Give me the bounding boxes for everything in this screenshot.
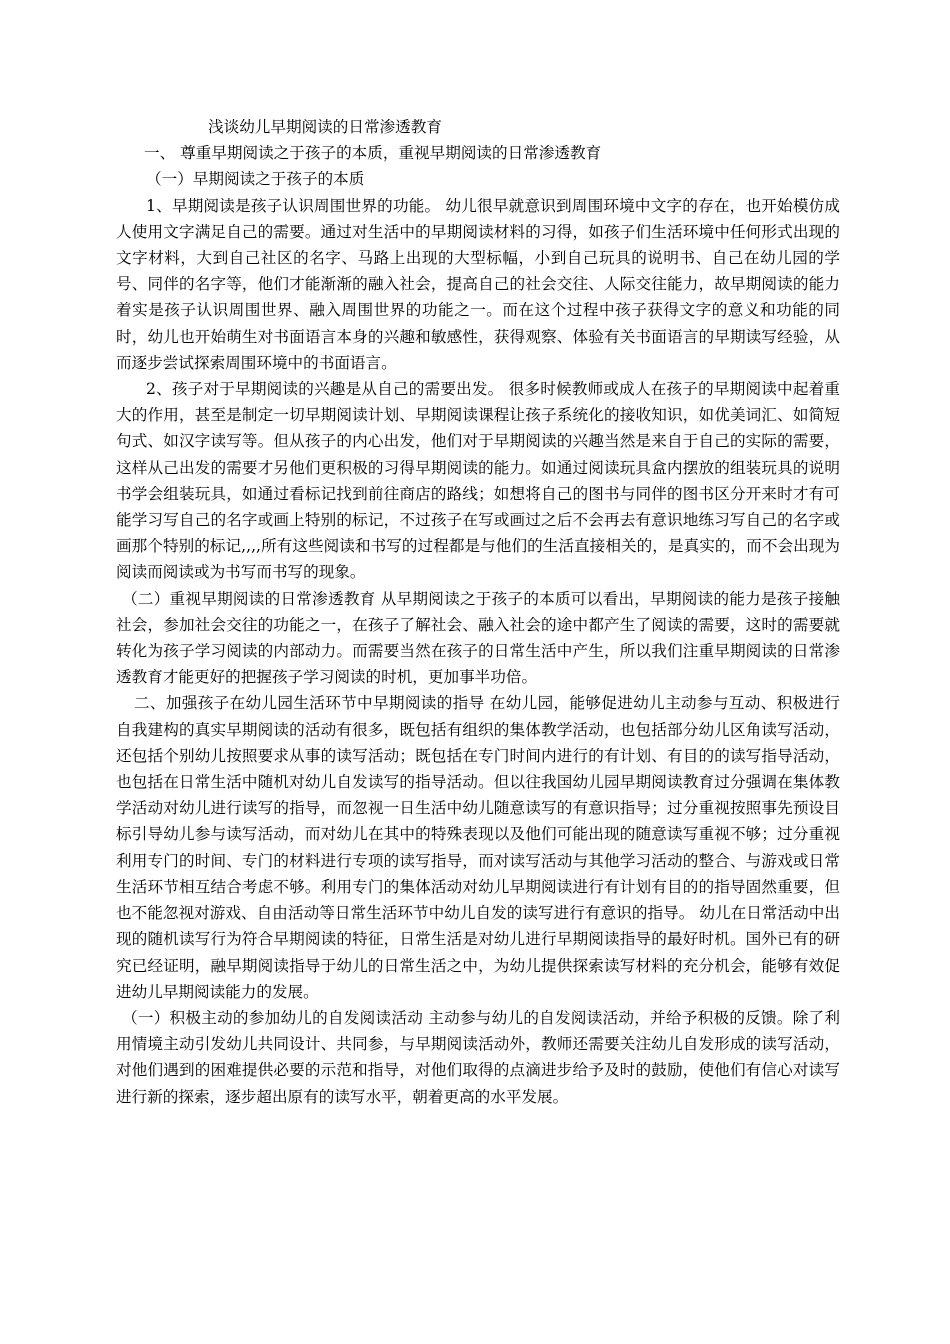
section-heading-2-paragraph: 二、加强孩子在幼儿园生活环节中早期阅读的指导 在幼儿园，能够促进幼儿主动参与互动、积极进行自我建构的真实早期阅读的活动有很多，既包括有组织的集体教学活动，也包括部分幼儿区角读写活动，还包括个别幼儿按照要求从事的读写活动；既包括在专门时间内进行的有计划、有目的的读写指导活动，也包括在日常生活中随机对幼儿自发读写的指导活动。但以往我国幼儿园早期阅读教育过分强调在集体教学活动对幼儿进行读写的指导，而忽视一日生活中幼儿随意读写的有意识指导；过分重视按照事先预设目标引导幼儿参与读写活动，而对幼儿在其中的特殊表现以及他们可能出现的随意读写重视不够；过分重视利用专门的时间、专门的材料进行专项的读写指导，而对读写活动与其他学习活动的整合、与游戏或日常生活环节相互结合考虑不够。利用专门的集体活动对幼儿早期阅读进行有计划有目的的指导固然重要，但也不能忽视对游戏、自由活动等日常生活环节中幼儿自发的读写进行有意识的指导。 幼儿在日常活动中出现的随机读写行为符合早期阅读的特征，日常生活是对幼儿进行早期阅读指导的最好时机。国外已有的研究已经证明，融早期阅读指导于幼儿的日常生活之中，为幼儿提供探索读写材料的充分机会，能够有效促进幼儿早期阅读能力的发展。 [116,694,840,1001]
paragraph-4: （一）积极主动的参加幼儿的自发阅读活动 主动参与幼儿的自发阅读活动，并给予积极的反馈。除了利用情境主动引发幼儿共同设计、共同参，与早期阅读活动外，教师还需要关注幼儿自发形成的读写活动，对他们遇到的困难提供必要的示范和指导，对他们取得的点滴进步给予及时的鼓励，使他们有信心对读写进行新的探索，逐步超出原有的读写水平，朝着更高的水平发展。 [116,1008,840,1106]
subsection-heading-1-1: （一）早期阅读之于孩子的本质 [146,170,365,189]
paragraph-1: 1、早期阅读是孩子认识周围世界的功能。 幼儿很早就意识到周围环境中文字的存在，也开始模仿成人使用文字满足自己的需要。通过对生活中的早期阅读材料的习得，如孩子们生活环境中任何形式出现的文字材料，大到自己社区的名字、马路上出现的大型标幅，小到自己玩具的说明书、自己在幼儿园的学号、同伴的名字等，他们才能渐渐的融入社会，提高自己的社会交往、人际交往能力，故早期阅读的能力着实是孩子认识周围世界、融入周围世界的功能之一。而在这个过程中孩子获得文字的意义和功能的同时，幼儿也开始萌生对书面语言本身的兴趣和敏感性，获得观察、体验有关书面语言的早期读写经验，从而逐步尝试探索周围环境中的书面语言。 [116,196,840,372]
document-body [116,114,840,1110]
paragraph-2: 2、孩子对于早期阅读的兴趣是从自己的需要出发。 很多时候教师或成人在孩子的早期阅读中起着重大的作用，甚至是制定一切早期阅读计划、早期阅读课程让孩子系统化的接收知识，如优美词汇、如简短句式、如汉字读写等。但从孩子的内心出发，他们对于早期阅读的兴趣当然是来自于自己的实际的需要，这样从己出发的需要才另他们更积极的习得早期阅读的能力。如通过阅读玩具盒内摆放的组装玩具的说明书学会组装玩具，如通过看标记找到前往商店的路线；如想将自己的图书与同伴的图书区分开来时才有可能学习写自己的名字或画上特别的标记，不过孩子在写或画过之后不会再去有意识地练习写自己的名字或画那个特别的标记,,,,所有这些阅读和书写的过程都是与他们的生活直接相关的，是真实的，而不会出现为阅读而阅读或为书写而书写的现象。 [116,380,840,582]
section-heading-1: 一、 尊重早期阅读之于孩子的本质，重视早期阅读的日常渗透教育 [144,144,602,163]
document-title: 浅谈幼儿早期阅读的日常渗透教育 [208,118,442,136]
paragraph-3: （二）重视早期阅读的日常渗透教育 从早期阅读之于孩子的本质可以看出，早期阅读的能力是孩子接触社会，参加社会交往的功能之一，在孩子了解社会、融入社会的途中都产生了阅读的需要，这时的需要就转化为孩子学习阅读的内部动力。而需要当然在孩子的日常生活中产生，所以我们注重早期阅读的日常渗透教育才能更好的把握孩子学习阅读的时机，更加事半功倍。 [116,589,840,687]
